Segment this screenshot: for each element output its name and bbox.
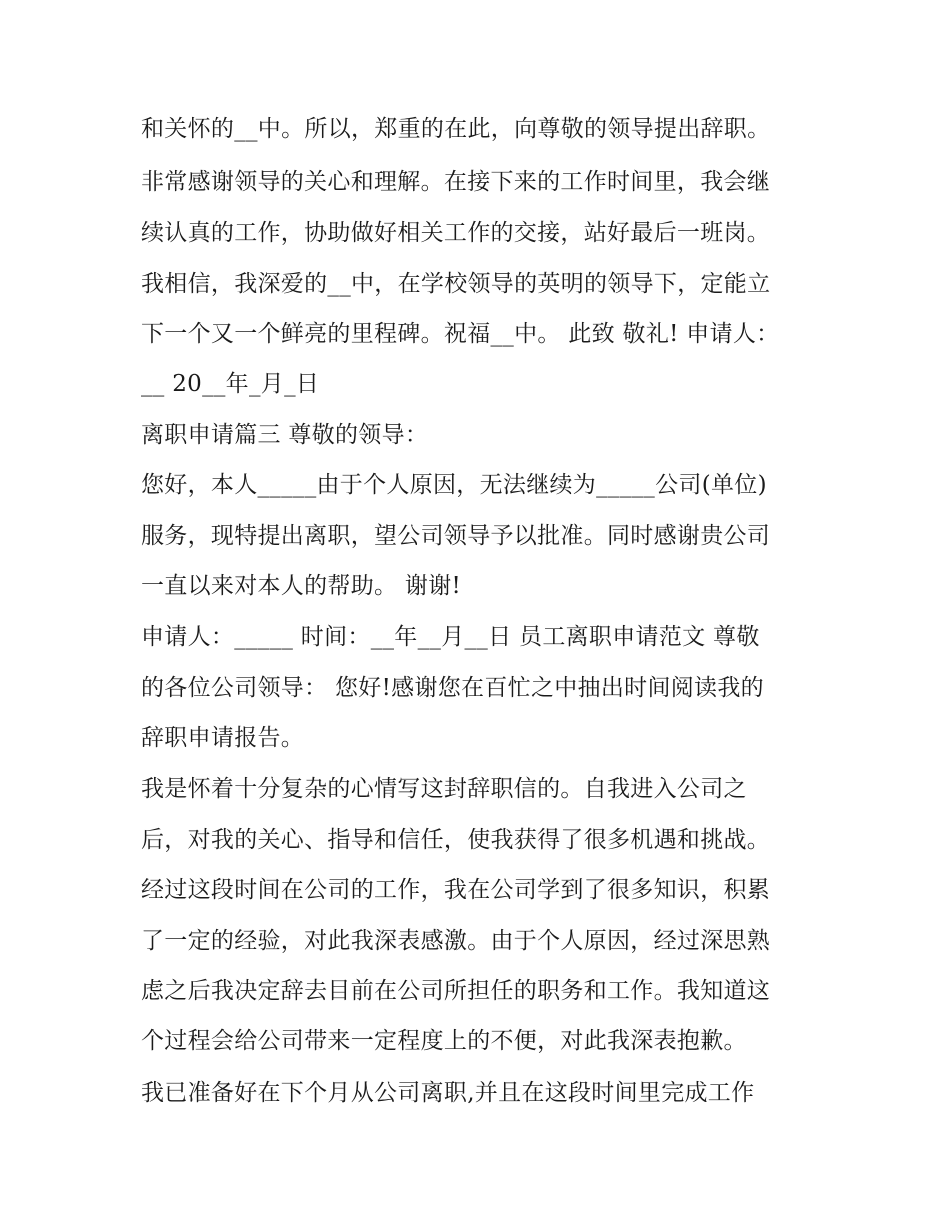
text-line-14: 我是怀着十分复杂的心情写这封辞职信的。自我进入公司之: [141, 776, 747, 802]
text-line-6: __ 20__年_月_日: [141, 371, 320, 397]
text-line-3: 续认真的工作，协助做好相关工作的交接，站好最后一班岗。: [141, 220, 771, 246]
text-line-4: 我相信，我深爱的__中，在学校领导的英明的领导下，定能立: [141, 271, 771, 297]
section-heading: 离职申请篇三 尊敬的领导：: [141, 422, 429, 448]
text-line-9: 服务，现特提出离职，望公司领导予以批准。同时感谢贵公司: [141, 523, 771, 549]
text-line-17: 了一定的经验，对此我深表感激。由于个人原因，经过深思熟: [141, 928, 771, 954]
text-line-2: 非常感谢领导的关心和理解。在接下来的工作时间里，我会继: [141, 169, 771, 195]
text-line-5: 下一个又一个鲜亮的里程碑。祝福__中。 此致 敬礼! 申请人：: [141, 321, 780, 347]
text-line-10: 一直以来对本人的帮助。 谢谢!: [141, 573, 462, 599]
text-line-20: 我已准备好在下个月从公司离职,并且在这段时间里完成工作: [141, 1080, 755, 1106]
text-line-19: 个过程会给公司带来一定程度上的不便，对此我深表抱歉。: [141, 1028, 747, 1054]
text-line-8: 您好，本人_____由于个人原因，无法继续为_____公司(单位): [141, 472, 767, 498]
text-line-1: 和关怀的__中。所以，郑重的在此，向尊敬的领导提出辞职。: [141, 116, 771, 142]
text-line-15: 后，对我的关心、指导和信任，使我获得了很多机遇和挑战。: [141, 827, 771, 853]
text-line-18: 虑之后我决定辞去目前在公司所担任的职务和工作。我知道这: [141, 978, 771, 1004]
text-line-16: 经过这段时间在公司的工作，我在公司学到了很多知识，积累: [141, 877, 771, 903]
text-line-13: 辞职申请报告。: [141, 725, 305, 751]
text-line-11: 申请人：_____ 时间：__年__月__日 员工离职申请范文 尊敬: [141, 624, 760, 650]
text-line-12: 的各位公司领导： 您好!感谢您在百忙之中抽出时间阅读我的: [141, 675, 764, 701]
